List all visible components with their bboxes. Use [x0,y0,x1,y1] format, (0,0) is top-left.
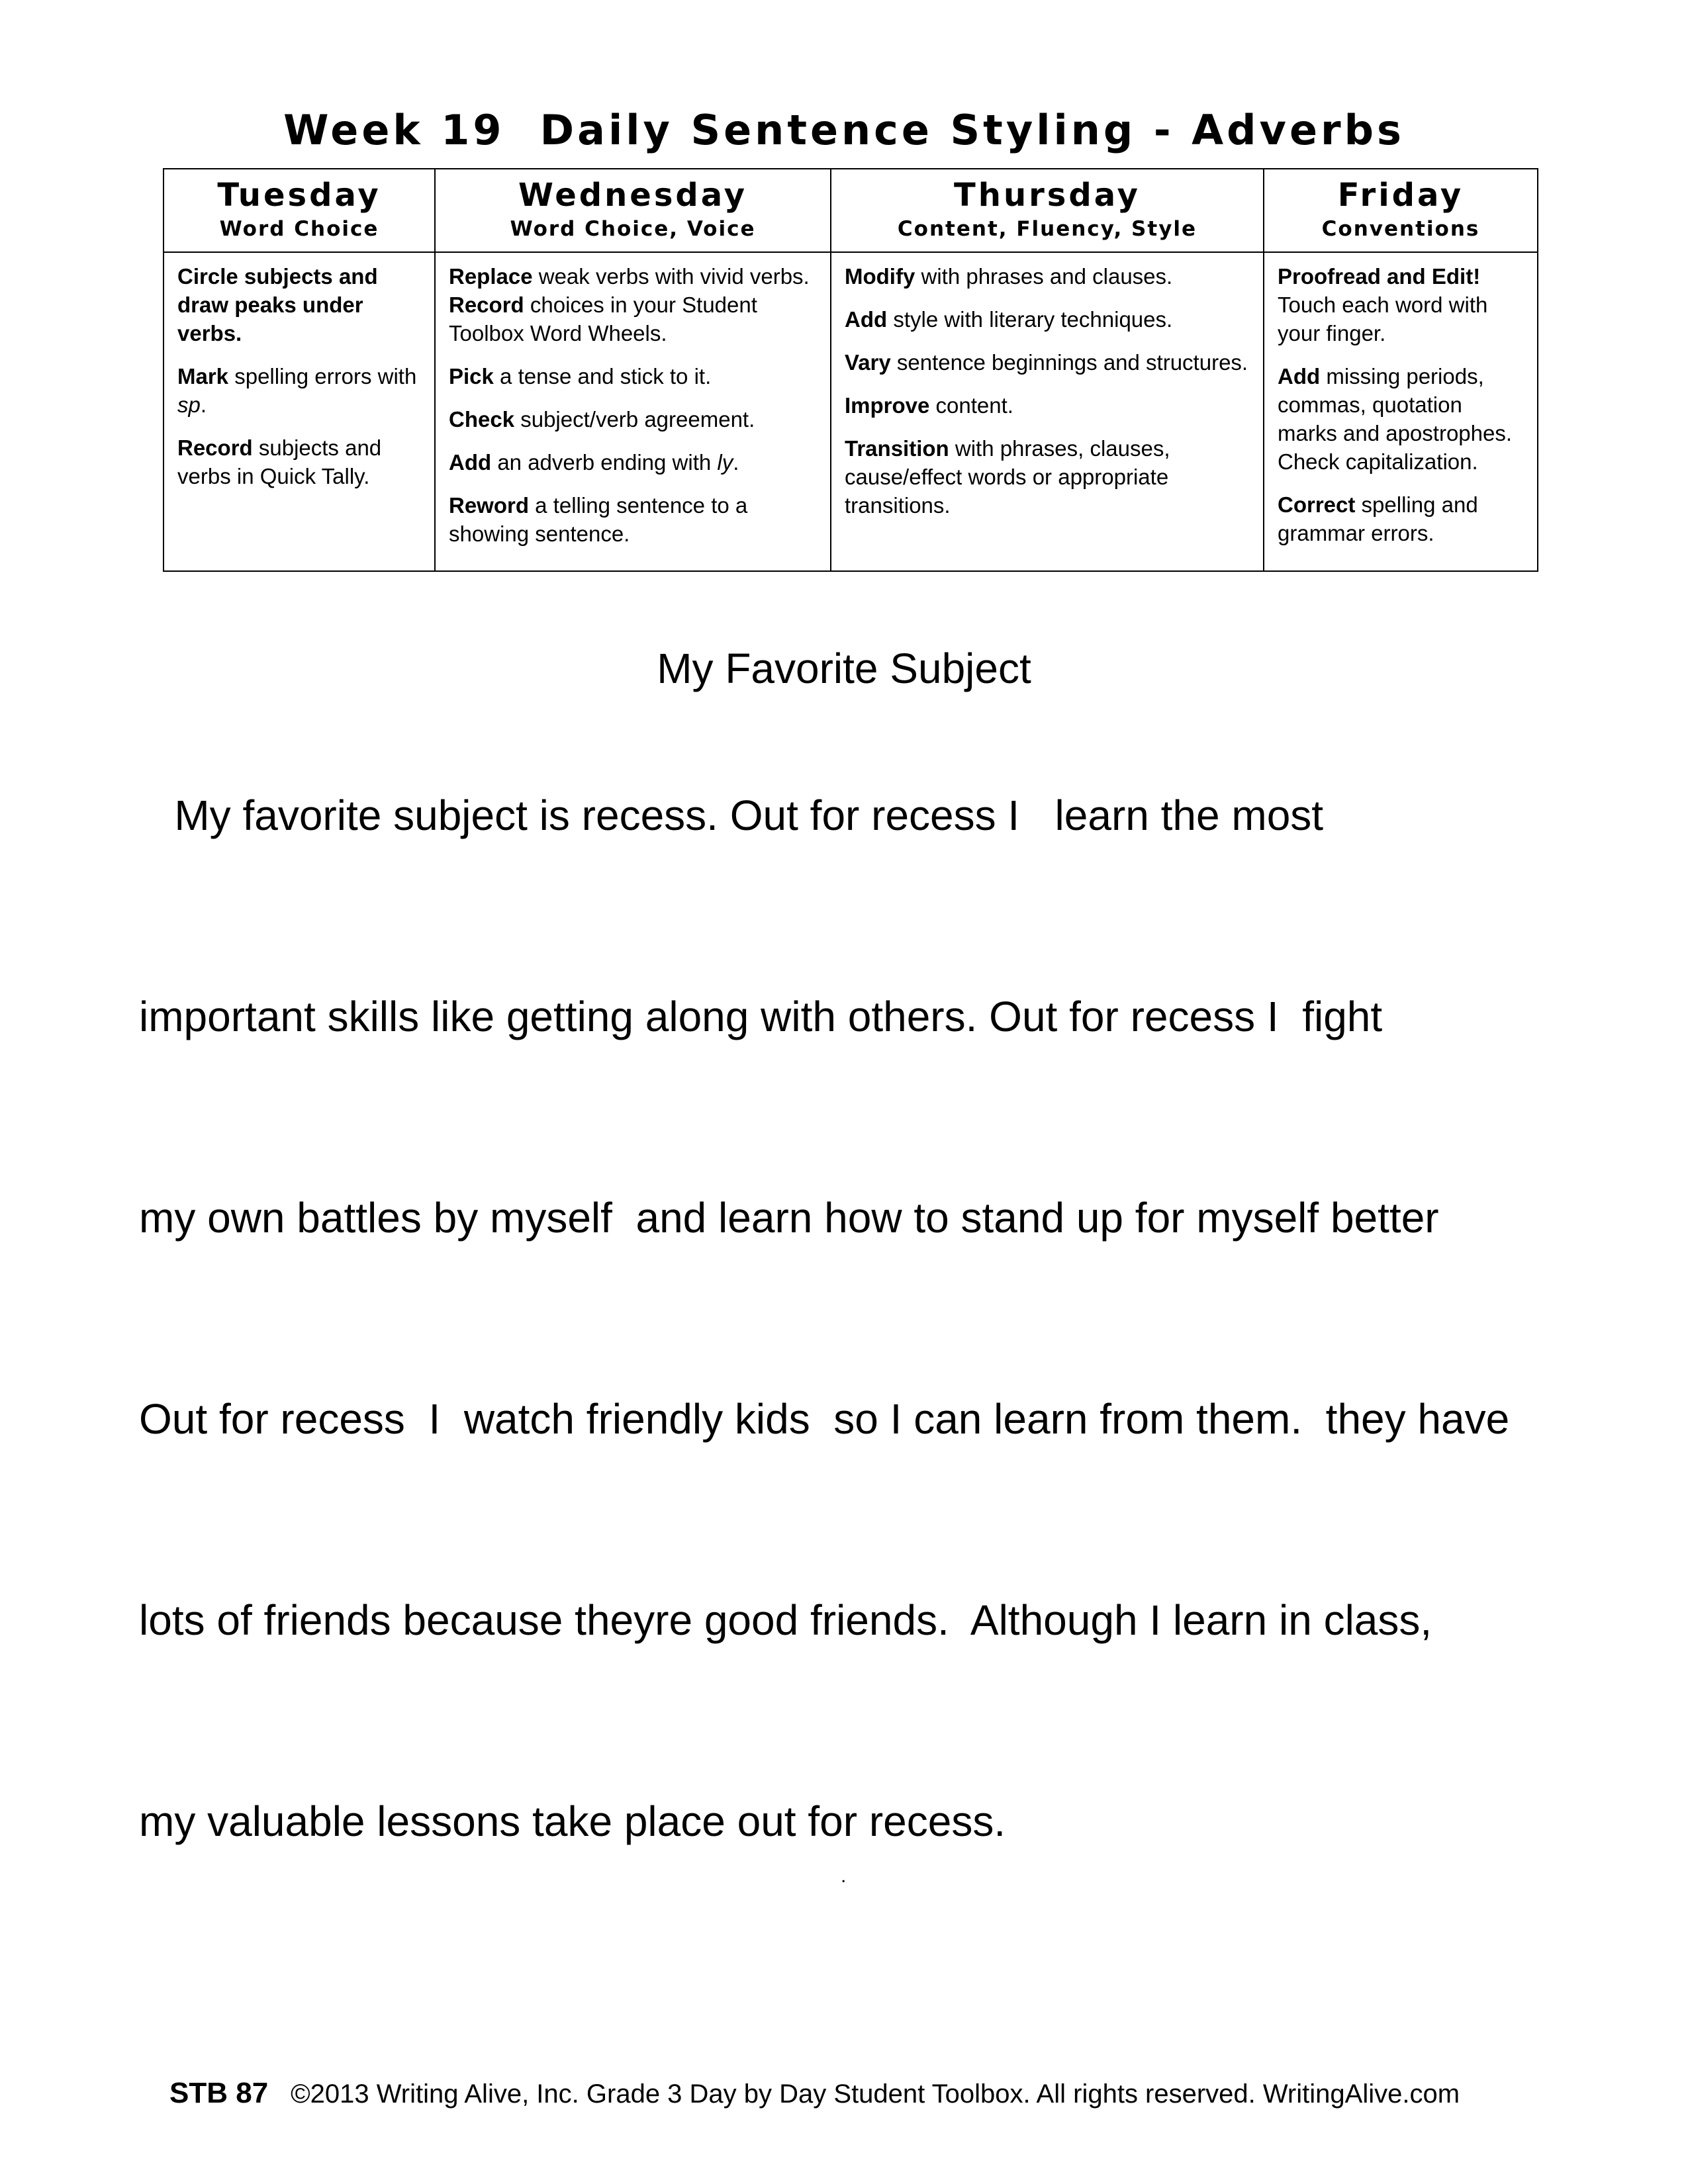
task-verb: Record [449,293,524,317]
essay-line: My favorite subject is recess. Out for recess I learn the most [139,792,1324,839]
essay-line: Out for recess I watch friendly kids so I can learn from them. they have [139,1395,1510,1443]
task-text: a telling sentence to a showing sentence. [449,493,748,546]
task-tail: . [200,392,207,417]
task-verb: Add [449,450,492,475]
schedule-tasks-row [164,252,1538,571]
essay-line: my own battles by myself and learn how to stand up for myself better [139,1194,1439,1242]
task-verb: Pick [449,364,494,388]
schedule-header-row [164,169,1538,252]
task-text: an adverb ending with [491,450,718,475]
task-item [1278,362,1525,476]
task-item [449,262,818,347]
day-name: Thursday [954,177,1141,214]
task-verb: Vary [845,350,891,375]
stray-mark: . [841,1865,847,1887]
task-item [845,262,1251,291]
page-title: Week 19 Daily Sentence Styling - Adverbs [283,106,1405,154]
task-verb: Replace [449,264,533,289]
task-verb: Improve [845,393,930,418]
day-header-thursday [831,169,1264,252]
day-header-tuesday [164,169,435,252]
day-subtitle: Word Choice [219,217,379,241]
day-header-friday [1264,169,1538,252]
task-verb: Correct [1278,492,1356,517]
task-text: Touch each word with your finger. [1278,293,1488,345]
task-text: spelling and grammar errors. [1278,492,1478,545]
day-subtitle: Word Choice, Voice [510,217,756,241]
task-verb: Mark [177,364,229,388]
tasks-cell-friday [1264,252,1538,571]
task-text: with phrases, clauses, cause/effect words or appropriate transitions. [845,436,1170,518]
task-verb: Transition [845,436,949,461]
day-name: Friday [1337,177,1464,214]
day-subtitle: Content, Fluency, Style [897,217,1197,241]
daily-schedule-table [163,168,1538,572]
day-header-wednesday [435,169,831,252]
task-item [1278,262,1525,347]
task-text: missing periods, commas, quotation marks and apostrophes. Check capitalization. [1278,364,1513,474]
tasks-cell-tuesday [164,252,435,571]
task-text: content. [929,393,1013,418]
task-verb: Circle subjects and draw peaks under verbs. [177,264,378,345]
essay-title: My Favorite Subject [657,645,1031,692]
essay-line: my valuable lessons take place out for recess. [139,1797,1006,1845]
task-item [845,348,1251,377]
tasks-cell-wednesday [435,252,831,571]
task-verb: Proofread and Edit! [1278,264,1481,289]
task-verb: Reword [449,493,530,518]
essay-line: lots of friends because theyre good friends. Although I learn in class, [139,1596,1432,1644]
day-name: Tuesday [217,177,381,214]
task-item [845,434,1251,520]
task-tail: . [733,450,739,475]
task-italic: ly [717,450,733,475]
task-item [449,491,818,548]
task-item [449,362,818,390]
task-item [177,262,422,347]
task-text: style with literary techniques. [887,307,1173,332]
task-verb: Add [845,307,888,332]
task-verb: Check [449,407,515,432]
task-item [1278,490,1525,547]
footer [169,2077,1460,2110]
task-text: a tense and stick to it. [493,364,712,388]
task-item [449,448,818,477]
task-text: subject/verb agreement. [514,407,755,432]
task-verb: Modify [845,264,915,289]
task-item [177,362,422,419]
task-text: sentence beginnings and structures. [890,350,1248,375]
task-text: choices in your Student Toolbox Word Wheels. [449,293,757,345]
task-text: subjects and verbs in Quick Tally. [177,435,382,488]
task-item [845,305,1251,334]
day-subtitle: Conventions [1321,217,1480,241]
task-text: weak verbs with vivid verbs. [532,264,810,289]
day-name: Wednesday [518,177,747,214]
footer-page-code: STB 87 [169,2077,269,2109]
task-item [845,391,1251,420]
task-item [177,433,422,490]
footer-copyright: ©2013 Writing Alive, Inc. Grade 3 Day by Day Student Toolbox. All rights reserved. WritingAlive.com [291,2079,1460,2109]
task-verb: Record [177,435,253,460]
task-text: with phrases and clauses. [915,264,1173,289]
essay-line: important skills like getting along with others. Out for recess I fight [139,993,1383,1040]
task-italic: sp [177,392,201,417]
tasks-cell-thursday [831,252,1264,571]
task-text: spelling errors with [228,364,417,388]
task-item [449,405,818,433]
task-verb: Add [1278,364,1321,388]
